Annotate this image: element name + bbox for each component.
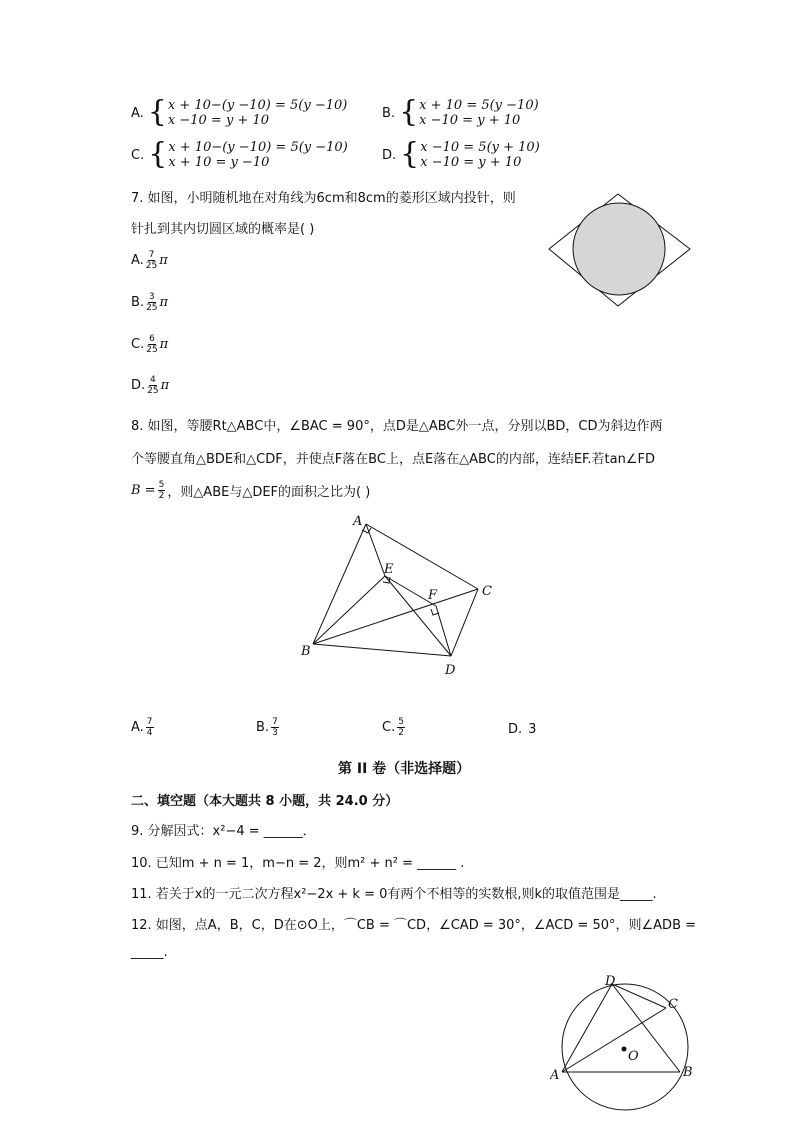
q6-option-c (131, 137, 348, 172)
fraction-denominator: 25 (146, 303, 158, 313)
q8-stem-line2: 个等腰直角△BDE和△CDF，并使点F落在BC上，点E落在△ABC的内部，连结EF.若tan∠FD (131, 452, 655, 467)
q6-option-a (131, 95, 348, 130)
q11-text: 11. 若关于x的一元二次方程x²−2x + k = 0有两个不相等的实数根,则k的取值范围是_____. (131, 887, 657, 902)
fraction-numerator: 7 (146, 717, 153, 727)
label-a: A (550, 1068, 560, 1083)
q7-option-d (131, 375, 169, 396)
fraction-denominator: 4 (146, 728, 153, 738)
option-label: C. (131, 147, 145, 163)
equation-line: x + 10−(y −10) = 5(y −10) (168, 140, 348, 155)
pi-symbol: π (159, 337, 169, 352)
equation-line: x + 10 = 5(y −10) (419, 98, 539, 113)
q8-stem-suffix: ，则△ABE与△DEF的面积之比为( ) (167, 485, 371, 500)
fraction-numerator: 3 (148, 292, 155, 302)
triangle-figure (295, 510, 505, 680)
circle-figure (550, 972, 700, 1112)
q7-option-a (131, 250, 168, 271)
equation-line: x −10 = 5(y + 10) (420, 140, 540, 155)
q8-stem-prefix: B = (131, 483, 156, 498)
section2-title: 二、填空题（本大题共 8 小题，共 24.0 分） (131, 794, 399, 809)
label-c: C (668, 997, 678, 1012)
brace-icon: { (147, 95, 167, 130)
fraction-numerator: 7 (148, 250, 155, 260)
fraction-denominator: 25 (146, 345, 158, 355)
option-label: D. (131, 378, 146, 393)
q7-stem-line1: 7. 如图，小明随机地在对角线为6cm和8cm的菱形区域内投针，则 (131, 191, 516, 206)
equation-line: x −10 = y + 10 (420, 155, 522, 170)
label-b: B (683, 1065, 693, 1080)
q6-option-b (382, 95, 539, 130)
q12-stem-line2: _____. (131, 945, 168, 960)
fraction-numerator: 7 (272, 717, 278, 727)
fraction-denominator: 3 (272, 728, 278, 738)
rhombus-figure (545, 190, 695, 310)
label-e: E (384, 562, 394, 577)
option-label: A. (131, 720, 144, 735)
option-label: C. (382, 720, 396, 735)
brace-icon: { (399, 95, 419, 130)
fraction-denominator: 2 (158, 491, 165, 501)
label-b: B (301, 644, 311, 659)
part2-title: 第 II 卷（非选择题） (338, 761, 471, 777)
pi-symbol: π (160, 378, 170, 393)
fraction-numerator: 5 (398, 717, 404, 727)
equation-line: x + 10−(y −10) = 5(y −10) (167, 98, 348, 113)
fraction-denominator: 25 (147, 386, 159, 396)
equation-line: x −10 = y + 10 (167, 113, 269, 128)
option-label: D. (382, 147, 397, 163)
option-label: B. (382, 105, 396, 121)
label-a: A (353, 514, 363, 529)
option-label: B. (256, 720, 270, 735)
q7-option-c (131, 334, 168, 355)
q12-stem-line1: 12. 如图，点A，B，C，D在⊙O上，⌒CB = ⌒CD，∠CAD = 30°，∠ACD = 50°，则∠ADB = (131, 918, 697, 933)
option-label: D. (508, 722, 523, 737)
brace-icon: { (148, 137, 168, 172)
fraction-numerator: 5 (158, 480, 165, 490)
inscribed-circle (573, 203, 665, 295)
fraction-numerator: 4 (150, 375, 156, 385)
q8-stem-line3 (131, 480, 370, 501)
label-o: O (628, 1049, 639, 1064)
pi-symbol: π (159, 253, 168, 268)
q6-option-d (382, 137, 540, 172)
option-label: A. (131, 253, 144, 268)
fraction-denominator: 2 (398, 728, 404, 738)
fraction-denominator: 25 (145, 261, 158, 271)
q8-option-d (508, 722, 536, 737)
q7-stem-line2: 针扎到其内切圆区域的概率是( ) (131, 222, 315, 237)
label-d: D (605, 974, 616, 989)
option-label: C. (131, 337, 145, 352)
center-point (622, 1047, 627, 1052)
label-c: C (482, 584, 492, 599)
fraction-numerator: 6 (149, 334, 155, 344)
option-value: 3 (528, 722, 537, 737)
q9-text: 9. 分解因式：x²−4 = ______． (131, 824, 316, 839)
label-d: D (445, 663, 456, 678)
q7-option-b (131, 292, 168, 313)
q8-option-b (256, 717, 281, 738)
q10-text: 10. 已知m + n = 1，m−n = 2，则m² + n² = ______ . (131, 856, 465, 871)
equation-line: x + 10 = y −10 (168, 155, 270, 170)
label-f: F (428, 588, 438, 603)
equation-line: x −10 = y + 10 (419, 113, 521, 128)
option-label: A. (131, 105, 144, 121)
q8-option-c (382, 717, 407, 738)
brace-icon: { (400, 137, 420, 172)
q8-option-a (131, 717, 156, 738)
pi-symbol: π (159, 295, 169, 310)
option-label: B. (131, 295, 145, 310)
q8-stem-line1: 8. 如图，等腰Rt△ABC中，∠BAC = 90°，点D是△ABC外一点，分别以BD，CD为斜边作两 (131, 419, 663, 434)
